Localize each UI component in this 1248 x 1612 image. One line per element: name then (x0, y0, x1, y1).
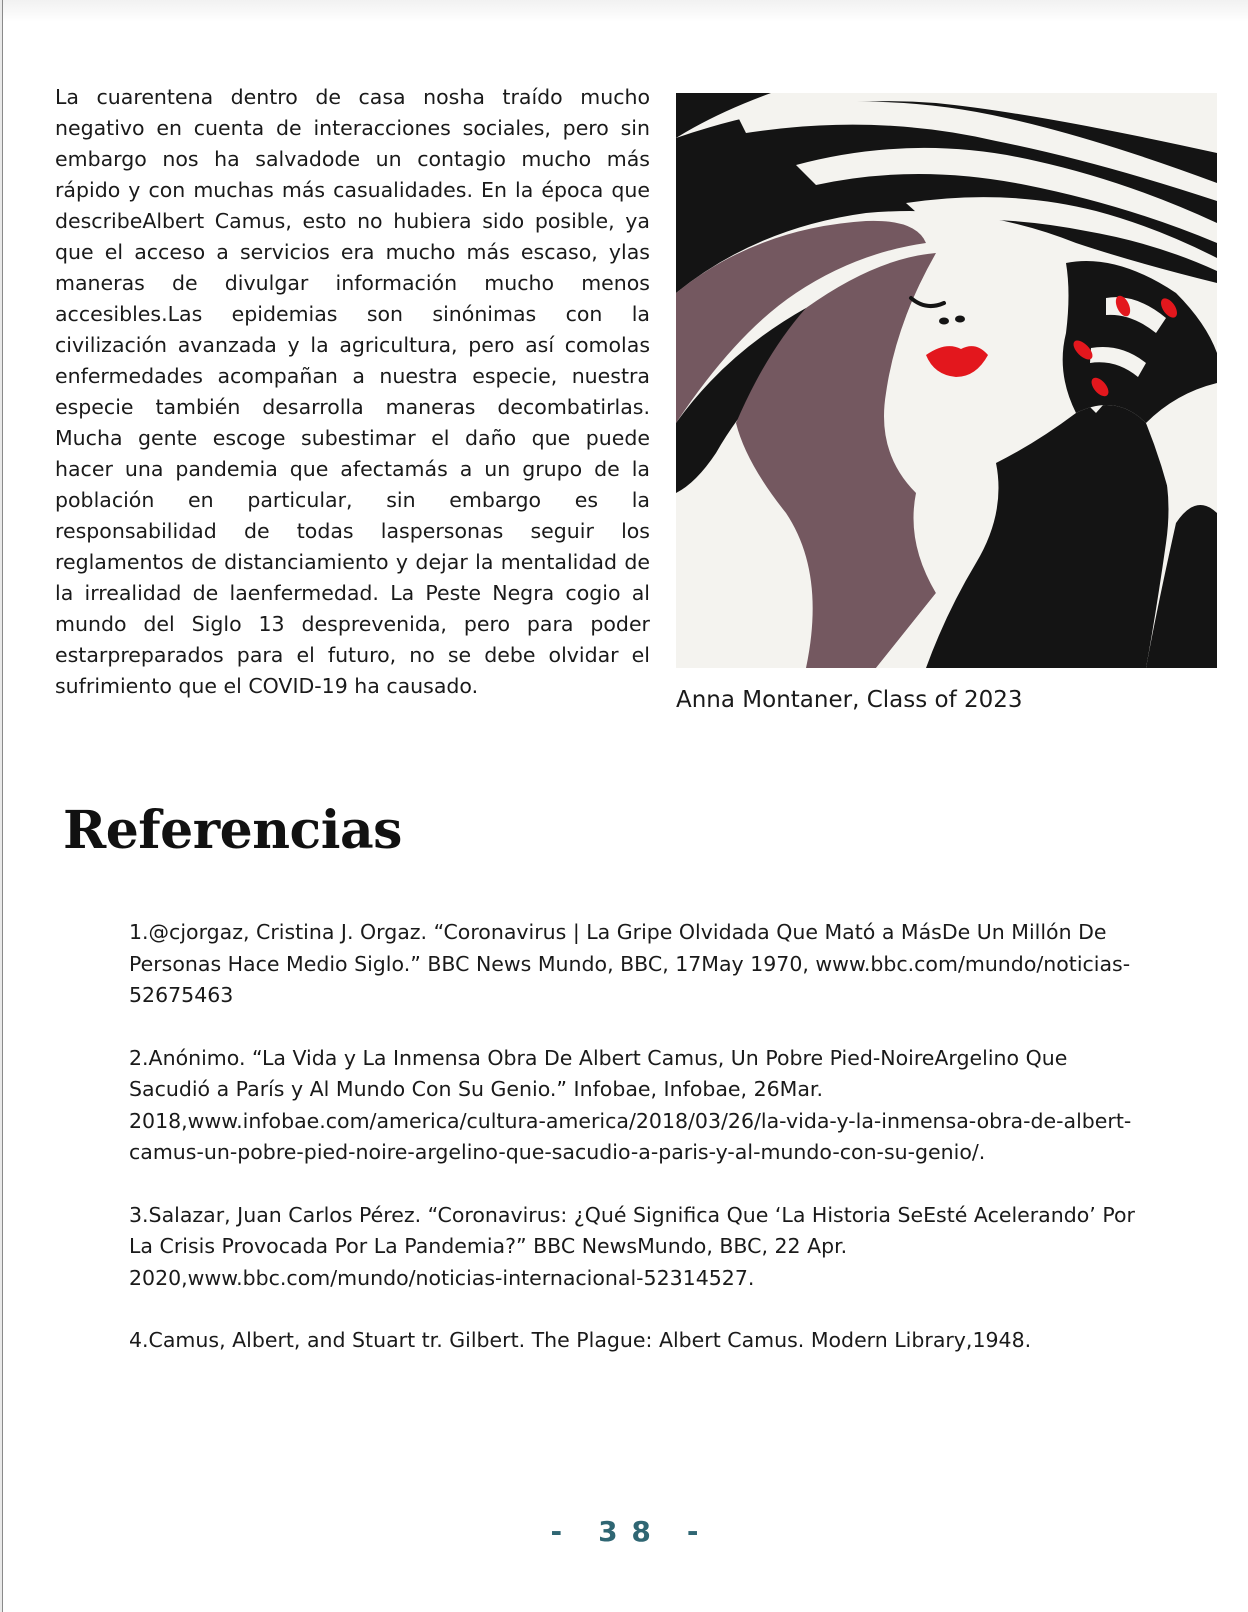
page-number-dash-left: - (550, 1515, 565, 1548)
document-page (2, 0, 1248, 1612)
reference-item: 2.Anónimo. “La Vida y La Inmensa Obra De Albert Camus, Un Pobre Pied-NoireArgelino Que Sacudió a París y Al Mundo Con Su Genio.” Infobae, Infobae, 26Mar. 2018,www.infobae.com/america/cultura-america/2018/03/26/la-vida-y-la-inmensa-obra-de-albert-camus-un-pobre-pied-noire-argelino-que-sacudio-a-paris-y-al-mundo-con-su-genio/. (129, 1045, 1132, 1164)
references-list (129, 917, 1139, 1388)
reference-item: 1.@cjorgaz, Cristina J. Orgaz. “Coronavirus | La Gripe Olvidada Que Mató a MásDe Un Millón De Personas Hace Medio Siglo.” BBC News Mundo, BBC, 17May 1970, www.bbc.com/mundo/noticias-52675463 (129, 920, 1131, 1007)
page-number: 3 8 (598, 1515, 653, 1548)
artwork-caption: Anna Montaner, Class of 2023 (676, 687, 1023, 713)
reference-item: 3.Salazar, Juan Carlos Pérez. “Coronavirus: ¿Qué Significa Que ‘La Historia SeEsté Acelerando’ Por La Crisis Provocada Por La Pandemia?” BBC NewsMundo, BBC, 22 Apr. 2020,www.bbc.com/mundo/noticias-internacional-52314527. (129, 1202, 1135, 1290)
body-paragraph: La cuarentena dentro de casa nosha traído mucho negativo en cuenta de interacciones sociales, pero sin embargo nos ha salvadode un contagio mucho más rápido y con muchas más casualidades. En la época que describeAlbert Camus, esto no hubiera sido posible, ya que el acceso a servicios era mucho más escaso, ylas maneras de divulgar información mucho menos accesibles.Las epidemias son sinónimas con la civilización avanzada y la agricultura, pero así comolas enfermedades acompañan a nuestra especie, nuestra especie también desarrolla maneras decombatirlas. Mucha gente escoge subestimar el daño que puede hacer una pandemia que afectamás a un grupo de la población en particular, sin embargo es la responsabilidad de todas laspersonas seguir los reglamentos de distanciamiento y dejar la mentalidad de la irrealidad de laenfermedad. La Peste Negra cogio al mundo del Siglo 13 desprevenida, pero para poder estarpreparados para el futuro, no se debe olvidar el sufrimiento que el COVID-19 ha causado. (55, 85, 650, 698)
artwork-painting-icon (676, 93, 1217, 668)
page-top-edge (3, 0, 1248, 22)
page-number-footer (3, 1515, 1248, 1548)
page-number-dash-right: - (686, 1515, 701, 1548)
references-heading: Referencias (63, 800, 402, 861)
reference-item: 4.Camus, Albert, and Stuart tr. Gilbert. The Plague: Albert Camus. Modern Library,1948. (129, 1328, 1032, 1352)
